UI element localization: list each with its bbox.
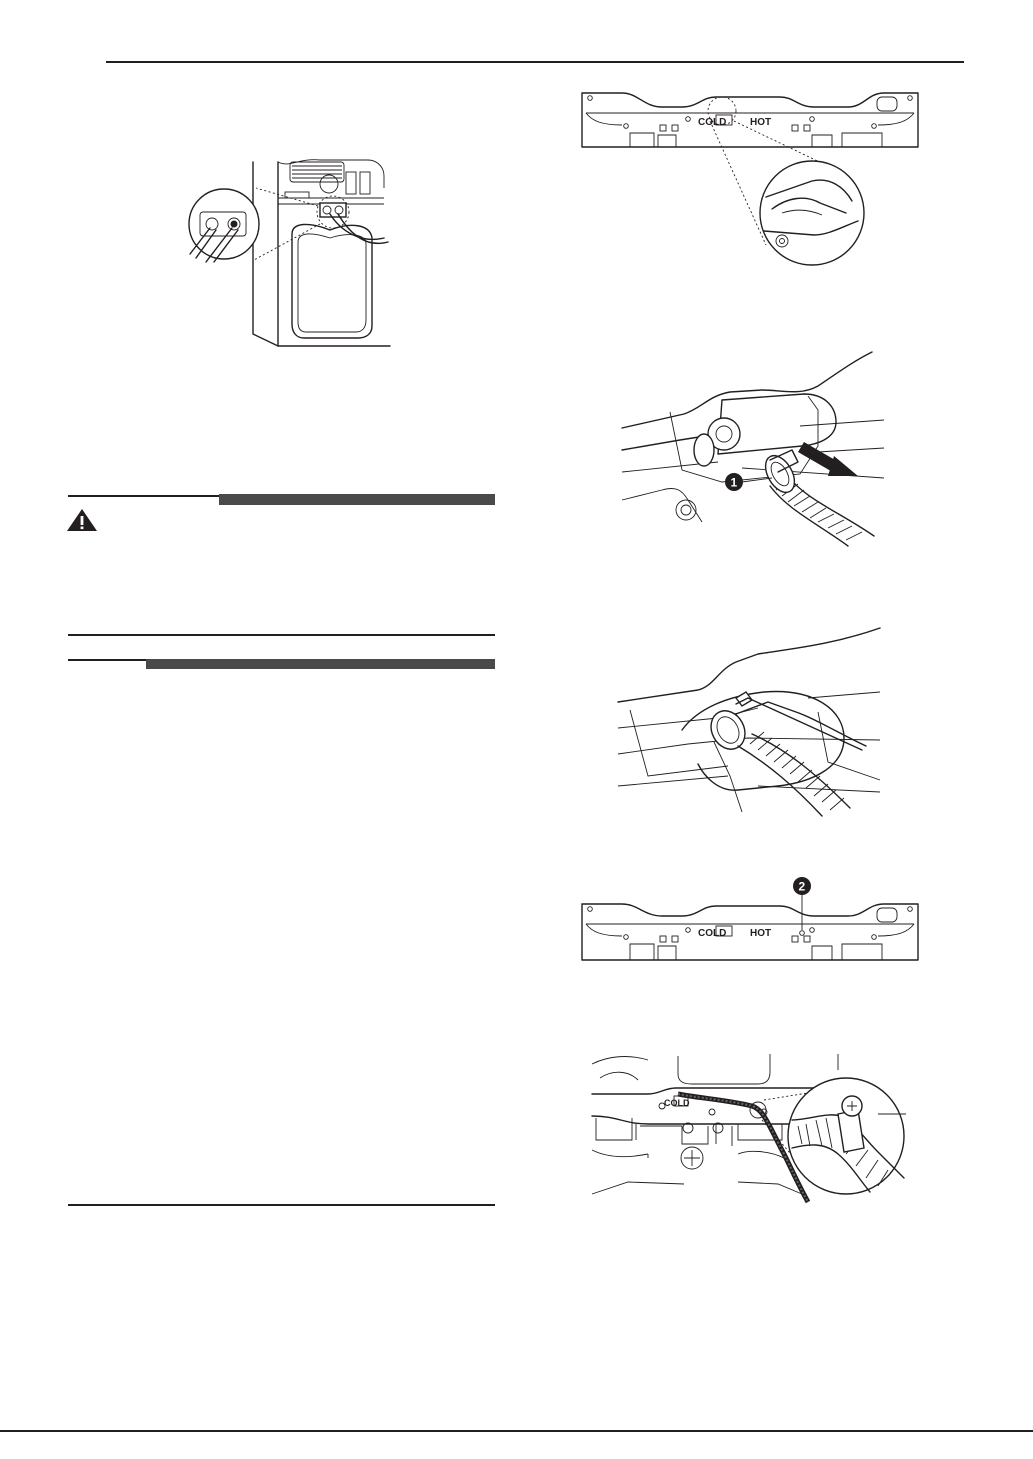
warning-triangle-icon — [66, 508, 98, 532]
note-bottom-rule — [68, 1204, 495, 1206]
cold-label-3: COLD — [664, 1098, 690, 1108]
warning-bottom-rule — [68, 634, 495, 636]
dryer-inlet-illustration — [180, 158, 390, 350]
cold-label-2: COLD — [698, 928, 727, 939]
hot-label-2: HOT — [750, 928, 772, 939]
note-banner — [146, 659, 495, 669]
hose-routing-zoom-illustration — [588, 1054, 918, 1202]
callout-2-label: 2 — [798, 879, 806, 894]
hose-removal-illustration — [622, 350, 884, 546]
warning-banner — [219, 494, 495, 505]
callout-1-label: 1 — [730, 475, 738, 490]
rear-panel-callout-illustration — [582, 876, 922, 962]
footer-rule — [0, 1430, 1033, 1432]
cold-label: COLD — [698, 117, 727, 128]
hose-clip-illustration — [618, 626, 880, 816]
rear-panel-zoom-illustration — [582, 85, 922, 269]
header-rule — [106, 61, 964, 63]
hot-label: HOT — [750, 117, 772, 128]
